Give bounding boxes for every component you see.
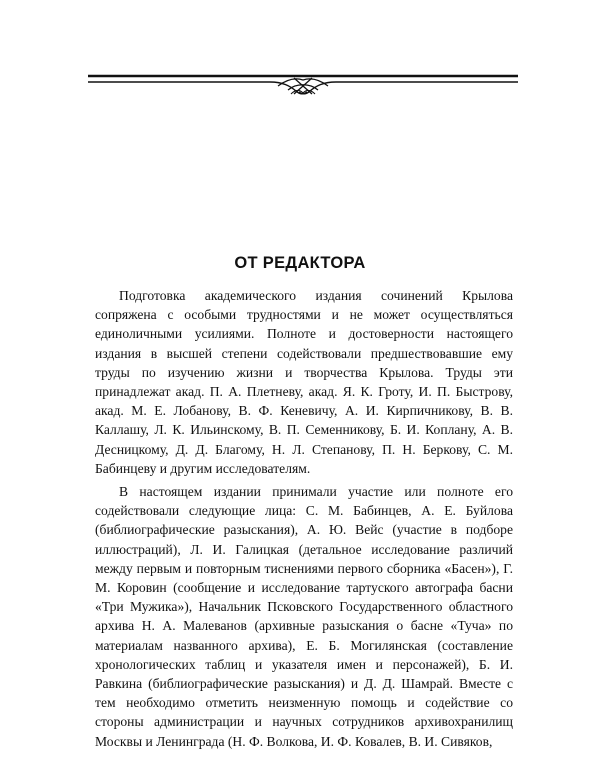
editor-note-body: [95, 286, 513, 751]
paragraph-intro: Подготовка академического издания сочинений Крылова сопряжена с особыми трудностями и не может осуществляться единоличными усилиями. Полноте и достоверности настоящего издания в высшей степени содействовали предшествовавшие ему труды по изучению жизни и творчества Крылова. Труды эти принадлежат акад. П. А. Плетневу, акад. Я. К. Гроту, И. П. Быстрову, акад. М. Е. Лобанову, В. Ф. Кеневичу, А. И. Кирпичникову, В. В. Каллашу, Л. К. Ильинскому, В. П. Семенникову, Б. И. Коплану, А. В. Десницкому, Д. Д. Благому, Н. Л. Степанову, П. Н. Беркову, С. М. Бабинцеву и другим исследователям.: [95, 288, 513, 476]
header-ornament: [88, 68, 518, 98]
page-title: ОТ РЕДАКТОРА: [234, 254, 366, 272]
paragraph-contributors: В настоящем издании принимали участие или полноте его содействовали следующие лица: С. М. Бабинцев, А. Е. Буйлова (библиографические разыскания), А. Ю. Вейс (участие в подборе иллюстраций), Л. И. Галицкая (детальное исследование различий между первым и повторным тиснениями первого сборника «Басен»), Г. М. Коровин (сообщение и исследование тартуского автографа басни «Три Мужика»), Начальник Псковского Государственного областного архива Н. А. Малеванов (архивные разыскания о басне «Туча» по материалам названного архива), Е. Б. Могилянская (составление хронологических таблиц и указателя имен и персонажей), Б. И. Равкина (библиографические разыскания) и Д. Д. Шамрай. Вместе с тем необходимо отметить неизменную помощь и содействие со стороны администрации и научных сотрудников архивохранилищ Москвы и Ленинграда (Н. Ф. Волкова, И. Ф. Ковалев, В. И. Сивяков,: [95, 484, 513, 749]
